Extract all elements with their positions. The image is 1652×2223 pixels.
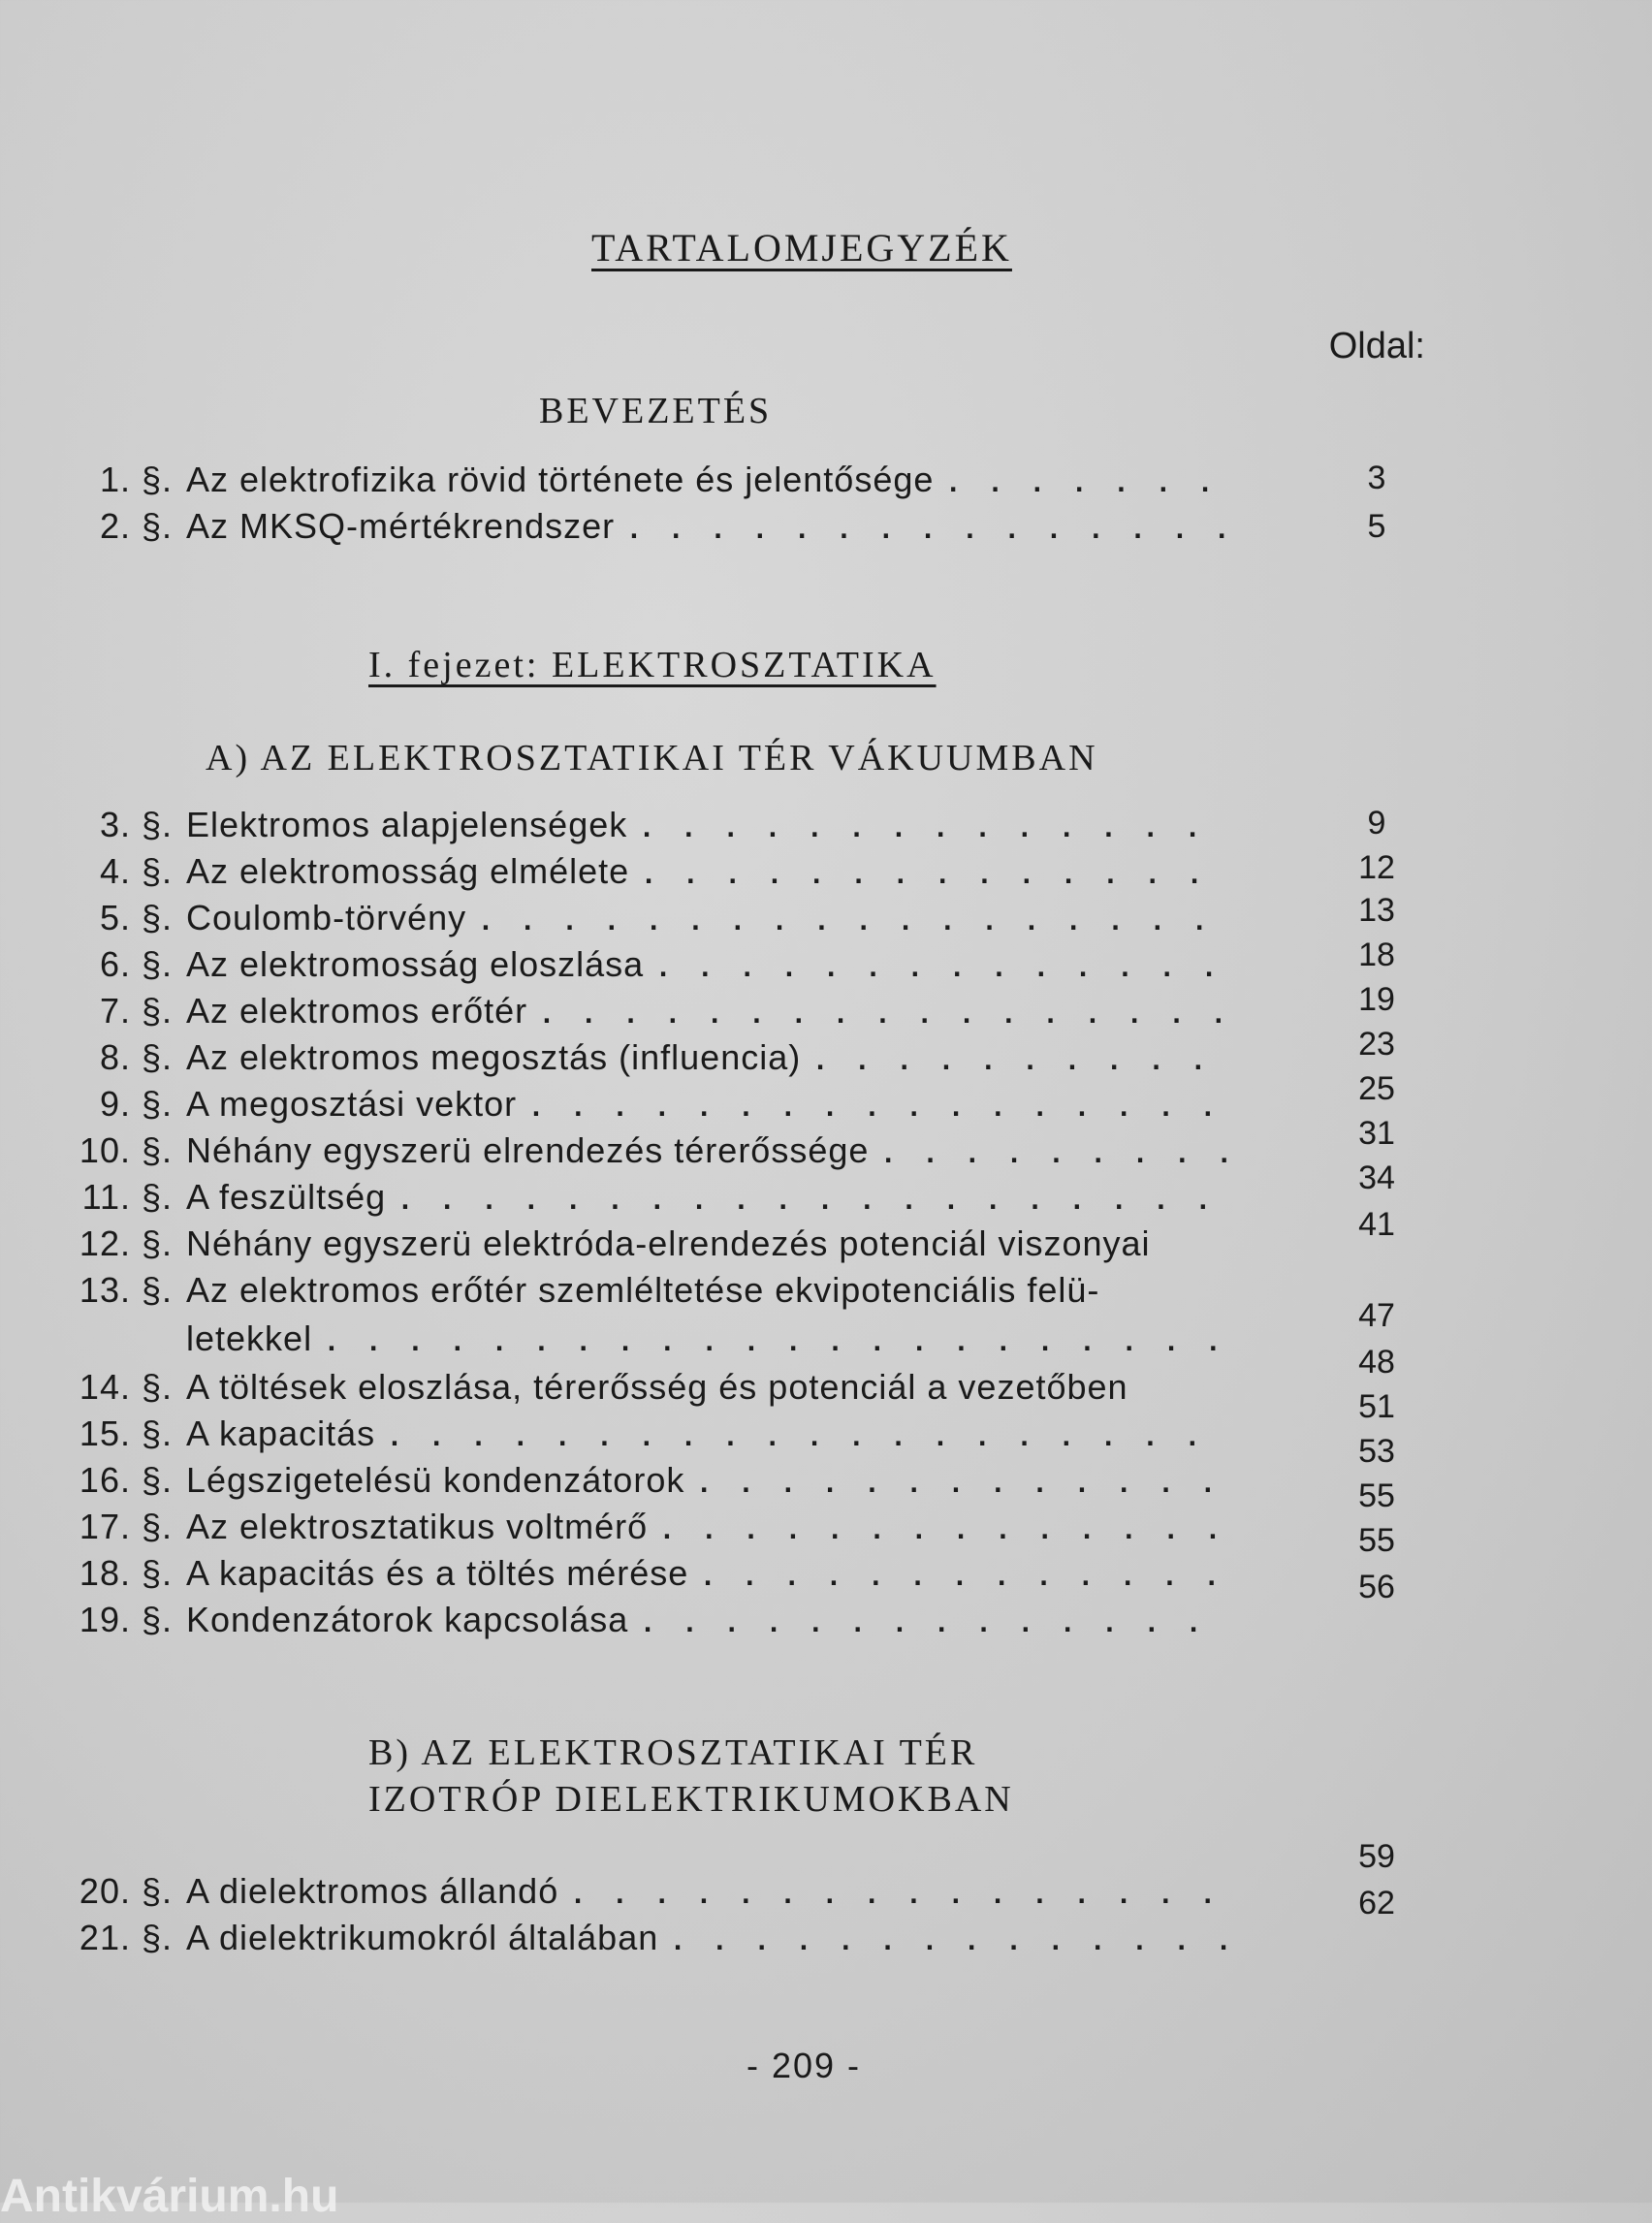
entry-page: 59 bbox=[1358, 1838, 1395, 1875]
entry-title: Légszigetelésü kondenzátorok bbox=[186, 1460, 685, 1500]
toc-entry-continuation bbox=[186, 1318, 1231, 1363]
entry-page: 62 bbox=[1358, 1885, 1395, 1921]
entry-number: 14. §. bbox=[79, 1367, 173, 1407]
toc-entry bbox=[58, 1177, 1231, 1222]
entry-number: 15. §. bbox=[79, 1413, 173, 1453]
toc-entry bbox=[58, 1918, 1231, 1962]
entry-number: 18. §. bbox=[79, 1553, 173, 1593]
leader-dots bbox=[640, 1609, 1231, 1638]
leader-dots bbox=[700, 1563, 1231, 1592]
toc-entry bbox=[58, 944, 1231, 989]
entry-number: 2. §. bbox=[99, 506, 173, 546]
chapter-heading: I. fejezet: ELEKTROSZTATIKA bbox=[368, 645, 937, 685]
leader-dots bbox=[528, 1094, 1231, 1123]
entry-number: 16. §. bbox=[79, 1460, 173, 1500]
toc-entry bbox=[58, 1367, 1231, 1412]
entry-title: Az elektromos megosztás (influencia) bbox=[186, 1037, 802, 1077]
watermark: Antikvárium.hu bbox=[0, 2171, 339, 2222]
entry-number: 7. §. bbox=[99, 991, 173, 1031]
entry-page: 23 bbox=[1358, 1026, 1395, 1063]
entry-title: A kapacitás bbox=[186, 1413, 376, 1453]
entry-number: 20. §. bbox=[79, 1871, 173, 1911]
entry-title: A megosztási vektor bbox=[186, 1084, 518, 1124]
toc-entry bbox=[58, 898, 1231, 942]
section-b-heading-line2: IZOTRÓP DIELEKTRIKUMOKBAN bbox=[368, 1779, 1014, 1820]
leader-dots bbox=[397, 1187, 1231, 1216]
toc-entry bbox=[58, 1871, 1231, 1916]
entry-title: Kondenzátorok kapcsolása bbox=[186, 1600, 629, 1639]
toc-entry bbox=[58, 1130, 1231, 1175]
entry-number: 12. §. bbox=[79, 1223, 173, 1263]
entry-page: 55 bbox=[1358, 1522, 1395, 1559]
leader-dots bbox=[478, 907, 1231, 937]
entry-number: 3. §. bbox=[99, 805, 173, 844]
entry-page: 31 bbox=[1358, 1115, 1395, 1152]
entry-page: 34 bbox=[1358, 1159, 1395, 1196]
toc-entry bbox=[58, 851, 1231, 896]
entry-number: 17. §. bbox=[79, 1507, 173, 1546]
toc-entry bbox=[58, 460, 1231, 504]
toc-entry bbox=[58, 1223, 1231, 1268]
section-b-heading-line1: B) AZ ELEKTROSZTATIKAI TÉR bbox=[368, 1732, 978, 1773]
entry-number: 10. §. bbox=[79, 1130, 173, 1170]
entry-page: 18 bbox=[1358, 937, 1395, 973]
entry-page: 56 bbox=[1358, 1569, 1395, 1605]
entry-page: 5 bbox=[1367, 508, 1386, 545]
entry-page: 48 bbox=[1358, 1344, 1395, 1381]
entry-page: 19 bbox=[1358, 981, 1395, 1018]
entry-title: Az elektromosság elmélete bbox=[186, 851, 630, 891]
leader-dots bbox=[626, 516, 1231, 545]
entry-title: A feszültség bbox=[186, 1177, 387, 1217]
entry-number: 19. §. bbox=[79, 1600, 173, 1639]
section-a-heading: A) AZ ELEKTROSZTATIKAI TÉR VÁKUUMBAN bbox=[206, 738, 1098, 778]
toc-entry bbox=[58, 1600, 1231, 1644]
entry-number: 9. §. bbox=[99, 1084, 173, 1124]
toc-entry bbox=[58, 1507, 1231, 1551]
leader-dots bbox=[570, 1881, 1231, 1910]
leader-dots bbox=[945, 469, 1231, 498]
intro-heading: BEVEZETÉS bbox=[539, 391, 773, 431]
toc-entry bbox=[58, 506, 1231, 551]
entry-title: Az elektrofizika rövid története és jelentősége bbox=[186, 460, 935, 499]
page-title: TARTALOMJEGYZÉK bbox=[591, 226, 1012, 270]
entry-number: 4. §. bbox=[99, 851, 173, 891]
toc-entry bbox=[58, 1270, 1231, 1315]
entry-page: 51 bbox=[1358, 1388, 1395, 1425]
leader-dots bbox=[670, 1927, 1231, 1956]
leader-dots bbox=[641, 861, 1231, 890]
entry-page: 12 bbox=[1358, 849, 1395, 886]
toc-entry bbox=[58, 1553, 1231, 1598]
entry-title: Néhány egyszerü elektróda-elrendezés potenciál viszonyai bbox=[186, 1223, 1151, 1263]
entry-title: Az elektromosság eloszlása bbox=[186, 944, 645, 984]
leader-dots bbox=[812, 1047, 1231, 1076]
leader-dots bbox=[324, 1328, 1231, 1357]
leader-dots bbox=[387, 1423, 1231, 1452]
entry-page: 47 bbox=[1358, 1297, 1395, 1334]
entry-number: 21. §. bbox=[79, 1918, 173, 1957]
toc-entry bbox=[58, 1084, 1231, 1128]
entry-page: 25 bbox=[1358, 1070, 1395, 1107]
entry-title: A töltések eloszlása, térerősség és potenciál a vezetőben bbox=[186, 1367, 1128, 1407]
entry-page: 53 bbox=[1358, 1433, 1395, 1470]
entry-number: 1. §. bbox=[99, 460, 173, 499]
entry-page: 9 bbox=[1367, 805, 1386, 842]
leader-dots bbox=[539, 1000, 1231, 1030]
page-number: - 209 - bbox=[747, 2046, 862, 2085]
entry-title: A dielektromos állandó bbox=[186, 1871, 559, 1911]
entry-title: Az elektromos erőtér szemléltetése ekvipotenciális felü- bbox=[186, 1270, 1100, 1310]
toc-entry bbox=[58, 991, 1231, 1035]
leader-dots bbox=[639, 814, 1231, 843]
toc-entry bbox=[58, 805, 1231, 849]
page-column-label: Oldal: bbox=[1328, 326, 1425, 366]
entry-title: A dielektrikumokról általában bbox=[186, 1918, 659, 1957]
toc-entry bbox=[58, 1037, 1231, 1082]
entry-number: 6. §. bbox=[99, 944, 173, 984]
entry-title: Az elektromos erőtér bbox=[186, 991, 528, 1031]
entry-number: 8. §. bbox=[99, 1037, 173, 1077]
entry-title: Az elektrosztatikus voltmérő bbox=[186, 1507, 649, 1546]
entry-title: Az MKSQ-mértékrendszer bbox=[186, 506, 616, 546]
entry-page: 55 bbox=[1358, 1477, 1395, 1514]
entry-title: Coulomb-törvény bbox=[186, 898, 467, 937]
entry-page: 41 bbox=[1358, 1206, 1395, 1243]
entry-title: Elektromos alapjelenségek bbox=[186, 805, 628, 844]
entry-title: Néhány egyszerü elrendezés térerőssége bbox=[186, 1130, 870, 1170]
entry-page: 3 bbox=[1367, 460, 1386, 496]
leader-dots bbox=[659, 1516, 1231, 1545]
entry-title-continuation: letekkel bbox=[186, 1318, 313, 1358]
entry-number: 11. §. bbox=[81, 1177, 173, 1217]
entry-page: 13 bbox=[1358, 892, 1395, 929]
entry-title: A kapacitás és a töltés mérése bbox=[186, 1553, 689, 1593]
entry-number: 13. §. bbox=[79, 1270, 173, 1310]
toc-entry bbox=[58, 1413, 1231, 1458]
toc-entry bbox=[58, 1460, 1231, 1505]
entry-number: 5. §. bbox=[99, 898, 173, 937]
leader-dots bbox=[655, 954, 1231, 983]
leader-dots bbox=[696, 1470, 1231, 1499]
leader-dots bbox=[880, 1140, 1231, 1169]
